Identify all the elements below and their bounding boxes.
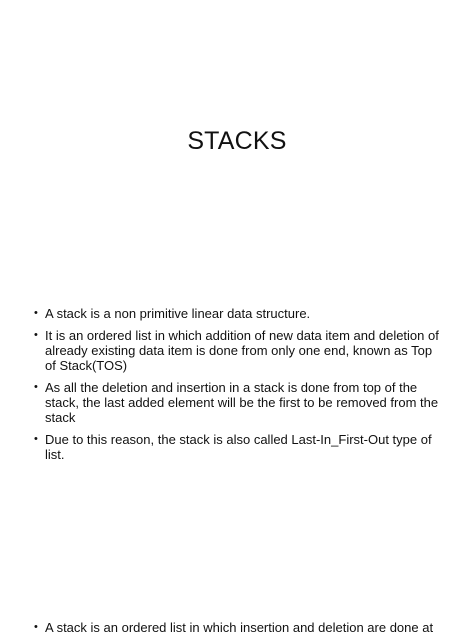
bullet-item-ordered-list: • It is an ordered list in which addition of new data item and deletion of already existing data item is done from only one end, known as Top of Stack(TOS) [34,328,444,373]
next-slide-fragment: • A stack is an ordered list in which insertion and deletion are done at [34,620,474,632]
slide-title: STACKS [187,127,287,155]
bullet-item-insertion-deletion: • As all the deletion and insertion in a stack is done from top of the stack, the last added element will be the first to be removed from the stack [34,380,444,425]
bullet-item-definition: • A stack is a non primitive linear data structure. [34,306,444,321]
bullet-list [34,306,444,469]
bullet-item-lifo: • Due to this reason, the stack is also called Last-In_First-Out type of list. [34,432,444,462]
